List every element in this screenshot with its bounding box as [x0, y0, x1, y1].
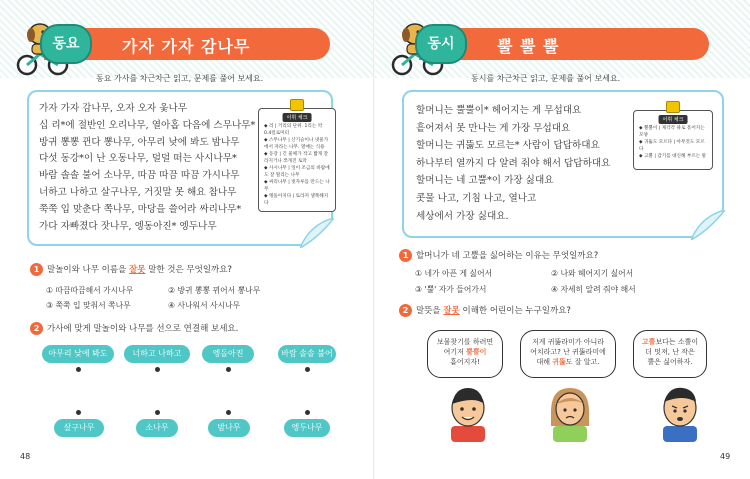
vocab-card: [258, 108, 336, 212]
vocab-card: [633, 110, 713, 170]
answer-option[interactable]: ① 따끔따끔해서 가시나무: [46, 286, 134, 295]
question-number: 1: [399, 249, 412, 262]
speech-bubble: 보물찾기를 하려면 여기저 뿔뿔이 흩어지자!: [427, 330, 503, 378]
vocab-item: ◆ 리 | 거리의 단위. 1리는 약 0.4킬로미터: [264, 124, 323, 136]
match-phrase[interactable]: 너하고 나하고: [124, 345, 190, 363]
genre-badge: 동시: [415, 24, 467, 64]
question-1: 1 할머니가 네 고뿔을 싫어하는 이유는 무엇일까요?: [399, 249, 598, 262]
highlight-word: 잘못: [443, 306, 460, 316]
answer-option[interactable]: ② 방귀 뽕뽕 뀌어서 뽕나무: [168, 286, 261, 295]
match-dot[interactable]: [305, 410, 310, 415]
vocab-title: 어휘 체크: [659, 115, 688, 124]
highlight-word: 잘못: [129, 265, 146, 275]
poem-lines: [39, 101, 255, 235]
match-phrase[interactable]: 엥돌아진: [202, 345, 254, 363]
speech-bubble: 저게 귀뚫라미가 아니라 여치라고? 난 귀뚫라미에 대해 귀뚫도 잘 알고.: [520, 330, 616, 378]
vocab-item: ◆ 싸리나무 | 빗자루를 만드는 나무: [264, 180, 330, 192]
vocab-item: ◆ 귀뚫도 모르다 | 아무것도 모르다: [639, 140, 705, 152]
poem-line: 가다 자빠졌다 잣나무, 엥동아진* 엥두나무: [39, 220, 217, 232]
clip-icon: [666, 101, 680, 113]
poem-line: 세상에서 가장 싫대요.: [416, 210, 509, 222]
tree-name[interactable]: 밤나무: [208, 419, 250, 437]
answer-option[interactable]: ④ 사나워서 사시나무: [168, 301, 241, 310]
poem-line: 하나부터 열까지 다 알려 줘야 해서 답답하대요: [416, 157, 611, 169]
tree-name[interactable]: 살구나무: [54, 419, 104, 437]
answer-option[interactable]: ② 나와 헤어지기 싫어서: [551, 269, 634, 278]
boy-face-icon[interactable]: [655, 382, 705, 442]
page-number: 49: [720, 452, 731, 461]
poem-line: 다섯 동강*이 난 오동나무, 덜덜 떠는 사시나무*: [39, 153, 237, 165]
poem-line: 할머니는 귀뚫도 모르는* 사람이 답답하대요: [416, 140, 600, 152]
question-number: 2: [30, 322, 43, 335]
vocab-item: ◆ 동강 | 긴 물체가 작고 짧게 잘라지거나 쪼개진 토막: [264, 152, 329, 164]
poem-line: 할머니는 뿔뿔이* 헤어지는 게 무섭대요: [416, 105, 582, 116]
poem-line: 바람 솔솔 불어 소나무, 따끔 따끔 따끔 가시나무: [39, 170, 240, 182]
poem-line: 쭉쭉 입 맞춘다 쪽나무, 마당을 쓸어라 싸리나무*: [39, 203, 242, 215]
question-2: 2 말뜻을 잘못 이해한 어린이는 누구일까요?: [399, 304, 571, 317]
poem-line: 십 리*에 절반인 오리나무, 열아홉 다음에 스무나무*: [39, 119, 256, 131]
poem-line: 가자 가자 감나무, 오자 오자 옻나무: [39, 103, 188, 114]
poem-lines: [416, 102, 610, 225]
question-2: 2 가사에 맞게 말놀이와 나무를 선으로 연결해 보세요.: [30, 322, 238, 335]
page-fold-icon: [691, 210, 725, 240]
page-fold-icon: [300, 218, 334, 248]
match-dot[interactable]: [226, 410, 231, 415]
vocab-item: ◆ 스무나무 | 산기슭이나 냇물가에서 자라는 나무. 열매는 식용: [264, 138, 329, 150]
answer-option[interactable]: ④ 자세히 알려 줘야 해서: [551, 285, 636, 294]
vocab-item: ◆ 엥돌아지다 | 토라져 샐쭉해지다: [264, 194, 329, 206]
match-dot[interactable]: [305, 367, 310, 372]
song-title: 가자 가자 감나무: [122, 37, 251, 56]
tree-name[interactable]: 소나무: [136, 419, 178, 437]
genre-badge: 동요: [40, 24, 92, 64]
answer-option[interactable]: ③ '뿔' 자가 들어가서: [415, 285, 487, 294]
tree-name[interactable]: 엥두나무: [284, 419, 330, 437]
poem-line: 너하고 나하고 살구나무, 거짓말 못 해요 참나무: [39, 186, 237, 198]
poem-line: 콧물 나고, 기침 나고, 열나고: [416, 192, 537, 204]
match-dot[interactable]: [155, 367, 160, 372]
girl-face-icon[interactable]: [545, 382, 595, 442]
poem-line: 할머니는 네 고뿔*이 가장 싫대요: [416, 175, 554, 187]
answer-option[interactable]: ① 네가 아픈 게 싫어서: [415, 269, 493, 278]
clip-icon: [290, 99, 304, 111]
question-number: 2: [399, 304, 412, 317]
match-dot[interactable]: [76, 410, 81, 415]
match-dot[interactable]: [155, 410, 160, 415]
match-phrase[interactable]: 아무리 낮에 봐도: [42, 345, 114, 363]
answer-option[interactable]: ③ 쭉쭉 입 맞춰서 쪽나무: [46, 301, 131, 310]
match-dot[interactable]: [226, 367, 231, 372]
vocab-title: 어휘 체크: [283, 113, 312, 122]
poem-title: 뿔 뿔 뿔: [497, 37, 560, 56]
instruction-text: 동시를 차근차근 읽고, 문제를 풀어 보세요.: [471, 74, 621, 83]
question-number: 1: [30, 263, 43, 276]
page-number: 48: [20, 452, 31, 461]
match-dot[interactable]: [76, 367, 81, 372]
vocab-item: ◆ 뿔뿔이 | 제각각 따로 흩어지는 모양: [639, 126, 705, 138]
poem-line: 방귀 뽕뽕 뀐다 뽕나무, 아무리 낮에 봐도 밤나무: [39, 136, 240, 148]
poem-line: 흩어져서 못 만나는 게 가장 무섭대요: [416, 122, 571, 134]
speech-bubble: 고뿔보다는 소뿔이 더 멋져, 난 작은 뿔은 싫어하자.: [633, 330, 707, 378]
instruction-text: 동요 가사를 차근차근 읽고, 문제를 풀어 보세요.: [96, 74, 264, 83]
boy-face-icon[interactable]: [443, 382, 493, 442]
vocab-item: ◆ 사시나무 | 잎이 조금의 바람에도 잘 떨리는 나무: [264, 166, 330, 178]
vocab-item: ◆ 고뿔 | 감기를 대신해 부르는 말: [639, 154, 707, 159]
match-phrase[interactable]: 바람 솔솔 불어: [278, 345, 336, 363]
right-page: [375, 0, 750, 479]
question-1: 1 말놀이와 나무 이름을 잘못 말한 것은 무엇일까요?: [30, 263, 232, 276]
